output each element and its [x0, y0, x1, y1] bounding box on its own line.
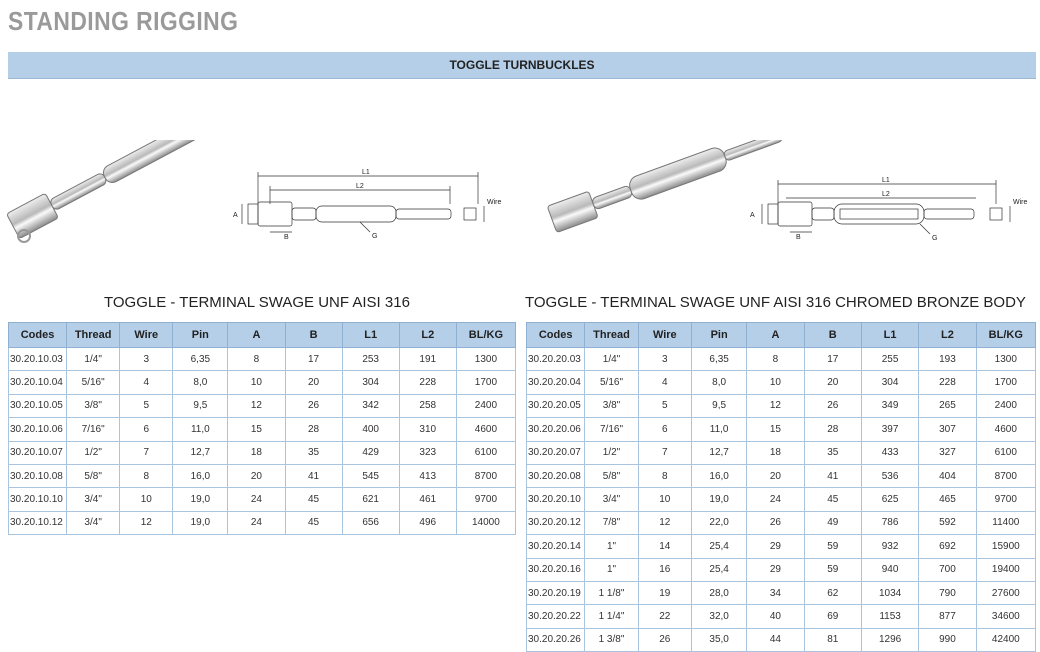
cell-a: 29 [747, 535, 804, 558]
cell-codes: 30.20.10.07 [9, 441, 67, 464]
cell-wire: 6 [638, 418, 691, 441]
cell-bl-kg: 34600 [976, 605, 1035, 628]
table-row [9, 394, 516, 417]
cell-bl-kg: 2400 [456, 394, 515, 417]
cell-b: 26 [804, 394, 861, 417]
cell-wire: 3 [120, 348, 173, 371]
cell-codes: 30.20.10.05 [9, 394, 67, 417]
right-dim-wire-label: Wire [1013, 199, 1028, 206]
cell-a: 10 [747, 371, 804, 394]
cell-b: 35 [285, 441, 342, 464]
cell-thread: 5/8" [67, 464, 120, 487]
cell-l1: 1153 [861, 605, 918, 628]
cell-wire: 8 [638, 464, 691, 487]
cell-wire: 12 [638, 511, 691, 534]
cell-thread: 7/16" [585, 418, 638, 441]
cell-codes: 30.20.20.06 [527, 418, 585, 441]
right-dim-l1-label: L1 [882, 177, 890, 184]
cell-bl-kg: 1700 [976, 371, 1035, 394]
left-table-header-row [9, 323, 516, 348]
cell-pin: 11,0 [173, 418, 228, 441]
cell-wire: 12 [120, 511, 173, 534]
cell-bl-kg: 8700 [976, 464, 1035, 487]
cell-b: 45 [285, 488, 342, 511]
cell-thread: 1/4" [67, 348, 120, 371]
cell-wire: 4 [120, 371, 173, 394]
cell-l2: 265 [919, 394, 976, 417]
right-table-header-row [527, 323, 1036, 348]
cell-a: 20 [747, 464, 804, 487]
column-header-pin: Pin [173, 323, 228, 348]
cell-pin: 35,0 [691, 628, 746, 651]
cell-pin: 9,5 [691, 394, 746, 417]
left-dim-b-label: B [284, 234, 289, 241]
cell-thread: 1" [585, 535, 638, 558]
cell-l2: 990 [919, 628, 976, 651]
column-header-l1: L1 [342, 323, 399, 348]
cell-thread: 3/4" [67, 488, 120, 511]
cell-pin: 9,5 [173, 394, 228, 417]
cell-thread: 1 3/8" [585, 628, 638, 651]
cell-l2: 413 [399, 464, 456, 487]
cell-b: 41 [804, 464, 861, 487]
cell-codes: 30.20.20.22 [527, 605, 585, 628]
cell-codes: 30.20.20.10 [527, 488, 585, 511]
left-dim-wire-label: Wire [487, 199, 502, 206]
right-dim-a-label: A [750, 212, 755, 219]
cell-a: 8 [228, 348, 285, 371]
table-row [527, 605, 1036, 628]
cell-codes: 30.20.10.06 [9, 418, 67, 441]
column-header-bl-kg: BL/KG [976, 323, 1035, 348]
cell-l2: 193 [919, 348, 976, 371]
cell-pin: 16,0 [173, 464, 228, 487]
cell-bl-kg: 1300 [456, 348, 515, 371]
cell-b: 28 [285, 418, 342, 441]
cell-thread: 1 1/4" [585, 605, 638, 628]
cell-l1: 255 [861, 348, 918, 371]
column-header-wire: Wire [638, 323, 691, 348]
table-row [9, 488, 516, 511]
right-dim-g-label: G [932, 235, 938, 242]
column-header-codes: Codes [527, 323, 585, 348]
cell-thread: 1 1/8" [585, 581, 638, 604]
left-turnbuckle-photo [6, 140, 279, 242]
table-row [527, 581, 1036, 604]
cell-l1: 342 [342, 394, 399, 417]
cell-b: 59 [804, 558, 861, 581]
cell-a: 12 [747, 394, 804, 417]
cell-b: 28 [804, 418, 861, 441]
cell-wire: 10 [120, 488, 173, 511]
table-row [527, 348, 1036, 371]
cell-pin: 19,0 [173, 511, 228, 534]
right-product-illustration [520, 140, 1036, 260]
cell-pin: 8,0 [173, 371, 228, 394]
cell-thread: 1/2" [67, 441, 120, 464]
right-dimension-drawing [762, 180, 1010, 234]
cell-bl-kg: 11400 [976, 511, 1035, 534]
cell-b: 69 [804, 605, 861, 628]
column-header-a: A [747, 323, 804, 348]
cell-pin: 22,0 [691, 511, 746, 534]
cell-b: 17 [804, 348, 861, 371]
column-header-codes: Codes [9, 323, 67, 348]
cell-codes: 30.20.10.03 [9, 348, 67, 371]
cell-l2: 228 [919, 371, 976, 394]
cell-l2: 327 [919, 441, 976, 464]
cell-l2: 310 [399, 418, 456, 441]
cell-a: 24 [228, 511, 285, 534]
right-table-title: TOGGLE - TERMINAL SWAGE UNF AISI 316 CHROMED BRONZE BODY [525, 294, 1026, 311]
cell-codes: 30.20.20.26 [527, 628, 585, 651]
table-row [527, 371, 1036, 394]
cell-bl-kg: 9700 [456, 488, 515, 511]
table-row [9, 464, 516, 487]
cell-a: 20 [228, 464, 285, 487]
cell-wire: 5 [120, 394, 173, 417]
cell-l1: 786 [861, 511, 918, 534]
column-header-l2: L2 [919, 323, 976, 348]
cell-b: 81 [804, 628, 861, 651]
cell-l2: 700 [919, 558, 976, 581]
cell-thread: 7/16" [67, 418, 120, 441]
cell-l2: 191 [399, 348, 456, 371]
cell-a: 10 [228, 371, 285, 394]
right-dim-b-label: B [796, 234, 801, 241]
table-row [9, 348, 516, 371]
left-dim-l1-label: L1 [362, 169, 370, 176]
cell-a: 29 [747, 558, 804, 581]
table-row [527, 511, 1036, 534]
cell-b: 59 [804, 535, 861, 558]
cell-l2: 692 [919, 535, 976, 558]
cell-l1: 304 [342, 371, 399, 394]
cell-l1: 932 [861, 535, 918, 558]
right-dim-l2-label: L2 [882, 191, 890, 198]
cell-wire: 14 [638, 535, 691, 558]
cell-a: 26 [747, 511, 804, 534]
cell-l2: 461 [399, 488, 456, 511]
cell-l1: 536 [861, 464, 918, 487]
cell-bl-kg: 14000 [456, 511, 515, 534]
cell-wire: 6 [120, 418, 173, 441]
cell-b: 41 [285, 464, 342, 487]
cell-l2: 404 [919, 464, 976, 487]
column-header-a: A [228, 323, 285, 348]
cell-bl-kg: 1300 [976, 348, 1035, 371]
cell-a: 44 [747, 628, 804, 651]
cell-thread: 5/16" [67, 371, 120, 394]
cell-pin: 11,0 [691, 418, 746, 441]
table-row [527, 535, 1036, 558]
table-row [527, 418, 1036, 441]
cell-l1: 625 [861, 488, 918, 511]
cell-l2: 496 [399, 511, 456, 534]
cell-bl-kg: 2400 [976, 394, 1035, 417]
cell-l2: 258 [399, 394, 456, 417]
cell-l2: 307 [919, 418, 976, 441]
cell-codes: 30.20.20.08 [527, 464, 585, 487]
cell-pin: 12,7 [691, 441, 746, 464]
cell-bl-kg: 42400 [976, 628, 1035, 651]
cell-l1: 349 [861, 394, 918, 417]
cell-b: 17 [285, 348, 342, 371]
right-spec-table [526, 322, 1036, 652]
cell-thread: 3/4" [585, 488, 638, 511]
cell-l1: 545 [342, 464, 399, 487]
cell-wire: 26 [638, 628, 691, 651]
cell-thread: 1" [585, 558, 638, 581]
table-row [527, 464, 1036, 487]
cell-codes: 30.20.20.03 [527, 348, 585, 371]
cell-a: 12 [228, 394, 285, 417]
cell-codes: 30.20.10.12 [9, 511, 67, 534]
cell-a: 24 [228, 488, 285, 511]
cell-pin: 8,0 [691, 371, 746, 394]
cell-a: 24 [747, 488, 804, 511]
cell-bl-kg: 4600 [976, 418, 1035, 441]
page-title: STANDING RIGGING [8, 6, 239, 36]
cell-wire: 8 [120, 464, 173, 487]
cell-pin: 6,35 [691, 348, 746, 371]
cell-l2: 228 [399, 371, 456, 394]
table-row [527, 628, 1036, 651]
section-title: TOGGLE TURNBUCKLES [449, 58, 595, 72]
cell-wire: 16 [638, 558, 691, 581]
cell-thread: 7/8" [585, 511, 638, 534]
table-row [527, 394, 1036, 417]
cell-bl-kg: 9700 [976, 488, 1035, 511]
left-spec-table [8, 322, 516, 535]
cell-wire: 5 [638, 394, 691, 417]
cell-b: 20 [804, 371, 861, 394]
cell-thread: 1/2" [585, 441, 638, 464]
table-row [9, 441, 516, 464]
left-product-illustration [0, 140, 520, 260]
cell-bl-kg: 8700 [456, 464, 515, 487]
cell-wire: 4 [638, 371, 691, 394]
cell-a: 15 [747, 418, 804, 441]
cell-l2: 592 [919, 511, 976, 534]
left-dim-l2-label: L2 [356, 183, 364, 190]
table-row [9, 511, 516, 534]
cell-l1: 433 [861, 441, 918, 464]
cell-pin: 19,0 [173, 488, 228, 511]
left-dimension-drawing [242, 172, 484, 232]
cell-l1: 621 [342, 488, 399, 511]
cell-wire: 7 [120, 441, 173, 464]
cell-bl-kg: 6100 [456, 441, 515, 464]
table-row [527, 441, 1036, 464]
cell-codes: 30.20.20.19 [527, 581, 585, 604]
cell-pin: 32,0 [691, 605, 746, 628]
cell-l2: 465 [919, 488, 976, 511]
column-header-pin: Pin [691, 323, 746, 348]
cell-b: 35 [804, 441, 861, 464]
cell-l1: 656 [342, 511, 399, 534]
cell-codes: 30.20.10.04 [9, 371, 67, 394]
cell-pin: 25,4 [691, 535, 746, 558]
cell-a: 18 [747, 441, 804, 464]
cell-thread: 3/8" [585, 394, 638, 417]
cell-thread: 1/4" [585, 348, 638, 371]
cell-bl-kg: 4600 [456, 418, 515, 441]
cell-codes: 30.20.20.16 [527, 558, 585, 581]
left-dim-g-label: G [372, 233, 378, 240]
cell-wire: 3 [638, 348, 691, 371]
cell-bl-kg: 27600 [976, 581, 1035, 604]
left-table-title: TOGGLE - TERMINAL SWAGE UNF AISI 316 [104, 294, 410, 311]
cell-l1: 397 [861, 418, 918, 441]
cell-codes: 30.20.10.10 [9, 488, 67, 511]
cell-b: 49 [804, 511, 861, 534]
cell-wire: 22 [638, 605, 691, 628]
cell-a: 18 [228, 441, 285, 464]
cell-pin: 12,7 [173, 441, 228, 464]
cell-thread: 3/4" [67, 511, 120, 534]
cell-a: 40 [747, 605, 804, 628]
table-row [9, 371, 516, 394]
cell-wire: 19 [638, 581, 691, 604]
left-dim-a-label: A [233, 212, 238, 219]
cell-l1: 1296 [861, 628, 918, 651]
table-row [9, 418, 516, 441]
cell-bl-kg: 6100 [976, 441, 1035, 464]
cell-l2: 790 [919, 581, 976, 604]
column-header-b: B [285, 323, 342, 348]
cell-pin: 16,0 [691, 464, 746, 487]
cell-bl-kg: 15900 [976, 535, 1035, 558]
cell-codes: 30.20.20.04 [527, 371, 585, 394]
column-header-l1: L1 [861, 323, 918, 348]
cell-b: 20 [285, 371, 342, 394]
column-header-l2: L2 [399, 323, 456, 348]
table-row [527, 488, 1036, 511]
column-header-bl-kg: BL/KG [456, 323, 515, 348]
cell-bl-kg: 1700 [456, 371, 515, 394]
column-header-thread: Thread [67, 323, 120, 348]
cell-pin: 19,0 [691, 488, 746, 511]
cell-l2: 877 [919, 605, 976, 628]
cell-a: 15 [228, 418, 285, 441]
cell-codes: 30.20.20.12 [527, 511, 585, 534]
cell-thread: 5/8" [585, 464, 638, 487]
cell-pin: 25,4 [691, 558, 746, 581]
cell-l1: 429 [342, 441, 399, 464]
cell-b: 45 [804, 488, 861, 511]
cell-l1: 1034 [861, 581, 918, 604]
cell-thread: 3/8" [67, 394, 120, 417]
column-header-b: B [804, 323, 861, 348]
cell-wire: 7 [638, 441, 691, 464]
section-title-bar [8, 52, 1036, 79]
cell-l2: 323 [399, 441, 456, 464]
cell-pin: 28,0 [691, 581, 746, 604]
column-header-thread: Thread [585, 323, 638, 348]
cell-l1: 400 [342, 418, 399, 441]
cell-wire: 10 [638, 488, 691, 511]
cell-a: 34 [747, 581, 804, 604]
cell-b: 45 [285, 511, 342, 534]
column-header-wire: Wire [120, 323, 173, 348]
cell-codes: 30.20.20.14 [527, 535, 585, 558]
cell-pin: 6,35 [173, 348, 228, 371]
cell-codes: 30.20.20.07 [527, 441, 585, 464]
cell-b: 62 [804, 581, 861, 604]
cell-l1: 253 [342, 348, 399, 371]
cell-l1: 940 [861, 558, 918, 581]
cell-codes: 30.20.20.05 [527, 394, 585, 417]
cell-bl-kg: 19400 [976, 558, 1035, 581]
cell-a: 8 [747, 348, 804, 371]
cell-b: 26 [285, 394, 342, 417]
cell-codes: 30.20.10.08 [9, 464, 67, 487]
cell-l1: 304 [861, 371, 918, 394]
cell-thread: 5/16" [585, 371, 638, 394]
table-row [527, 558, 1036, 581]
